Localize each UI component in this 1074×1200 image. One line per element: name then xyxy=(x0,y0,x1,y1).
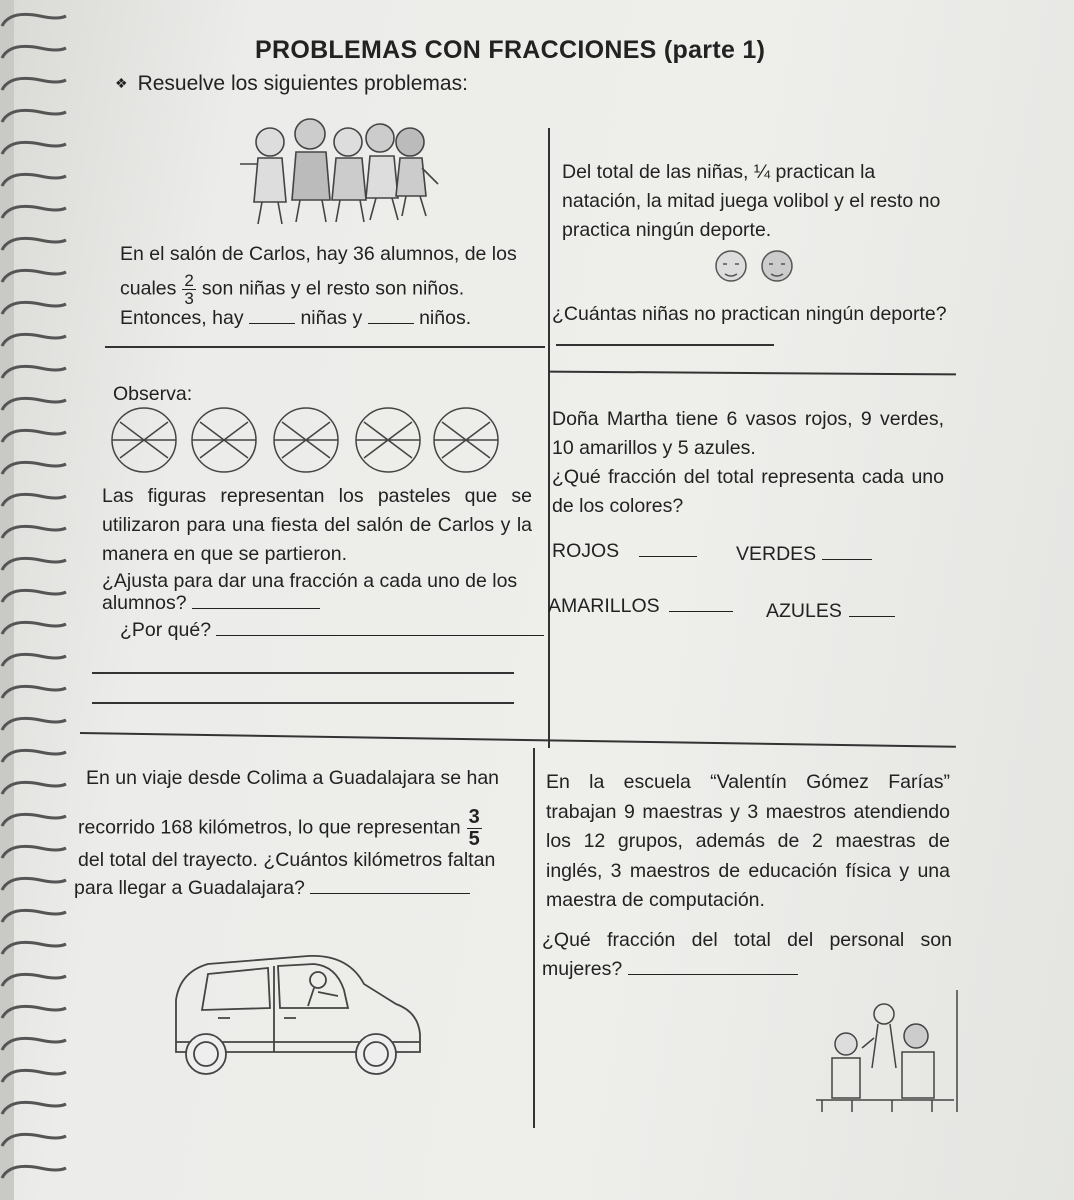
problem5-line3: del total del trayecto. ¿Cuántos kilómetros faltan xyxy=(78,849,496,871)
diamond-bullet-icon: ❖ xyxy=(115,75,128,91)
classroom-illustration xyxy=(812,988,962,1128)
problem2-text: Del total de las niñas, ¼ practican la natación, la mitad juega volibol y el resto no practica ningún deporte. xyxy=(562,161,941,241)
problem3-text: Las figuras representan los pasteles que se utilizaron para una fiesta del salón de Carlos y la manera en que se partieron. xyxy=(102,485,532,565)
boys-answer-blank[interactable] xyxy=(368,305,414,324)
children-illustration xyxy=(230,112,440,232)
problem1-line1: En el salón de Carlos, hay 36 alumnos, de los xyxy=(120,243,517,265)
why-answer-line-3[interactable] xyxy=(92,702,514,704)
azules-row: AZULES xyxy=(766,597,895,626)
instruction: ❖ Resuelve los siguientes problemas: xyxy=(115,72,468,95)
problem4-question: ¿Qué fracción del total representa cada uno de los colores? xyxy=(552,466,944,517)
azules-answer-blank[interactable] xyxy=(849,598,895,617)
problem4-text: Doña Martha tiene 6 vasos rojos, 9 verdes, 10 amarillos y 5 azules. xyxy=(552,408,944,459)
problem3-q2: ¿Por qué? xyxy=(120,616,544,645)
divider-h1-left xyxy=(105,346,545,348)
adjust-answer-blank[interactable] xyxy=(192,590,320,609)
problem2-question: ¿Cuántas niñas no practican ningún deporte? xyxy=(552,303,947,325)
car-illustration xyxy=(168,944,432,1078)
divider-vertical-top xyxy=(548,128,550,748)
cake-figures xyxy=(106,404,506,476)
page-title: PROBLEMAS CON FRACCIONES (parte 1) xyxy=(255,36,766,64)
divider-h1-right xyxy=(548,371,956,375)
km-answer-blank[interactable] xyxy=(310,875,470,894)
verdes-row: VERDES xyxy=(736,540,872,569)
problem5-line1: En un viaje desde Colima a Guadalajara se han xyxy=(86,767,500,789)
why-answer-line-2[interactable] xyxy=(92,672,514,674)
verdes-answer-blank[interactable] xyxy=(822,541,872,560)
girl-faces-icon xyxy=(705,246,815,292)
problem3-q1b: alumnos? xyxy=(102,589,320,618)
why-answer-blank[interactable] xyxy=(216,617,544,636)
divider-vertical-bottom xyxy=(533,748,535,1128)
problem2-answer-line[interactable] xyxy=(556,344,774,346)
observe-label: Observa: xyxy=(113,383,193,405)
fraction-two-thirds: $\frac{2}{3}$ xyxy=(184,271,194,308)
fraction-three-fifths: $\frac{3}{5}$ xyxy=(468,806,480,850)
problem1-line2: cuales $\frac{2}{3}$ son niñas y el resto son niños. xyxy=(120,271,465,308)
spiral-binding xyxy=(0,0,70,1200)
problem3-q1a: ¿Ajusta para dar una fracción a cada uno de los xyxy=(102,570,518,592)
rojos-row: ROJOS xyxy=(552,537,697,566)
amarillos-row: AMARILLOS xyxy=(548,592,733,621)
mujeres-answer-blank[interactable] xyxy=(628,956,798,975)
amarillos-answer-blank[interactable] xyxy=(669,593,733,612)
problem6-question: ¿Qué fracción del total del personal son mujeres? xyxy=(542,929,952,980)
problem1-line3: Entonces, hay niñas y niños. xyxy=(120,307,472,329)
problem5-line4: para llegar a Guadalajara? xyxy=(74,874,470,903)
divider-h2 xyxy=(80,732,956,747)
rojos-answer-blank[interactable] xyxy=(639,538,697,557)
problem5-line2: recorrido 168 kilómetros, lo que representan $\frac{3}{5}$ xyxy=(78,806,480,850)
girls-answer-blank[interactable] xyxy=(249,305,295,324)
problem6-text: En la escuela “Valentín Gómez Farías” trabajan 9 maestras y 3 maestros atendiendo los 12 grupos, además de 2 maestras de inglés, 3 maestros de educación física y una maestra de computación. xyxy=(546,771,950,911)
